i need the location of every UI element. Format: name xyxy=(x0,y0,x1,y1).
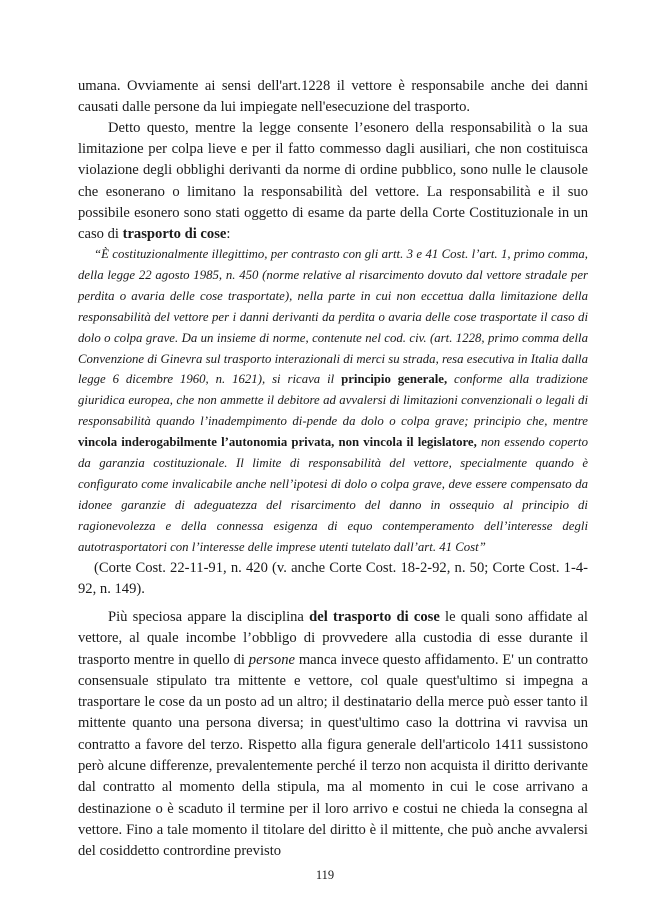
bold-goods-transport: del trasporto di cose xyxy=(309,609,440,625)
paragraph-end: : xyxy=(226,226,231,243)
paragraph-continuation: umana. Ovviamente ai sensi dell'art.1228 il vettore è responsabile anche dei danni causati dalle persone da lui impiegate nell'esecuzione del trasporto. xyxy=(78,78,588,116)
paragraph-goods-transport xyxy=(78,607,588,863)
quote-text-c: conforme alla tradizione giuridica europea, che non ammette il debitore ad avvalersi di limitazioni convenzionali o legali di responsabilità quando l’inadempimento di-pende da dolo o colpa grave; principio che, mentre xyxy=(78,372,588,429)
paragraph-text: Detto questo, mentre la legge consente l’esonero della responsabilità o la sua limitazione per colpa lieve e per il fatto commesso dagli ausiliari, che non costituisca violazione degli obblighi derivanti da norme di ordine pubblico, sono nulle le clausole che esonerano o limitano la responsabilità del vettore. La responsabilità e il suo possibile esonero sono stati oggetto di esame da parte della Corte Costituzionale in un caso di xyxy=(78,120,588,243)
italic-persons: persone xyxy=(248,651,295,668)
paragraph-responsibility xyxy=(78,118,588,245)
paragraph-text-a: Più speciosa appare la disciplina xyxy=(108,609,310,625)
court-quote xyxy=(78,244,588,558)
quote-bold-principle: principio generale, xyxy=(341,372,448,387)
quote-bold-autonomy: vincola inderogabilmente l’autonomia privata, non vincola il legislatore, xyxy=(78,435,477,450)
paragraph-text-d: manca invece questo affidamento. E' un contratto consensuale stipulato tra mittente e vettore, col quale quest'ultimo si impegna a trasportare le cose da un posto ad un altro; il destinatario della merce può esser tanto il mittente quanto una persona diversa; in quest'ultimo caso la dottrina vi ravvisa un contratto a favore del terzo. Rispetto alla figura generale dell'articolo 1411 sussistono però alcune differenze, prevalentemente perché il terzo non acquista il diritto derivante dal contratto al momento della stipula, ma al momento in cui le cose arrivano a destinazione o è scaduto il termine per il loro arrivo e costui ne chieda la consegna al vettore. Fino a tale momento il titolare del diritto è il mittente, che può anche avvalersi del cosiddetto contrordine previsto xyxy=(78,651,588,860)
quote-text-a: “È costituzionalmente illegittimo, per contrasto con gli artt. 3 e 41 Cost. l’art. 1, primo comma, della legge 22 agosto 1985, n. 450 (norme relative al risarcimento dovuto dal vettore stradale per perdita o avaria delle cose trasportate), nella parte in cui non eccettua dalla limitazione della responsabilità del vettore per i danni derivanti da perdita o avaria delle cose trasportate il caso di dolo o colpa grave. Da un insieme di norme, contenute nel cod. civ. (art. 1228, primo comma della Convenzione di Ginevra sul trasporto interazionali di merci su strada, resa esecutiva in Italia dalla legge 6 dicembre 1960, n. 1621), si ricava il xyxy=(78,247,588,387)
bold-term: trasporto di cose xyxy=(122,226,227,243)
quote-text-d: non essendo coperto da garanzia costituzionale. Il limite di responsabilità del vettore, specialmente quando è configurato come invalicabile anche nell’ipotesi di dolo o colpa grave, deve essere compensato da idonee garanzie di adeguatezza del risarcimento del danno in ossequio al principio di ragionevolezza e della connessa esigenza di equo contemperamento dell’interesse degli autotrasportatori con l’interesse delle imprese utenti tutelato dall’art. 41 Cost” xyxy=(78,435,588,554)
citation: (Corte Cost. 22-11-91, n. 420 (v. anche Corte Cost. 18-2-92, n. 50; Corte Cost. 1-4-92, n. 149). xyxy=(78,560,588,597)
paragraph-text-c: le quali sono affidate al vettore, al quale incombe l’obbligo di provvedere alla custodia di esse durante il trasporto mentre in quello di xyxy=(78,609,588,668)
page-number: 119 xyxy=(315,868,335,882)
